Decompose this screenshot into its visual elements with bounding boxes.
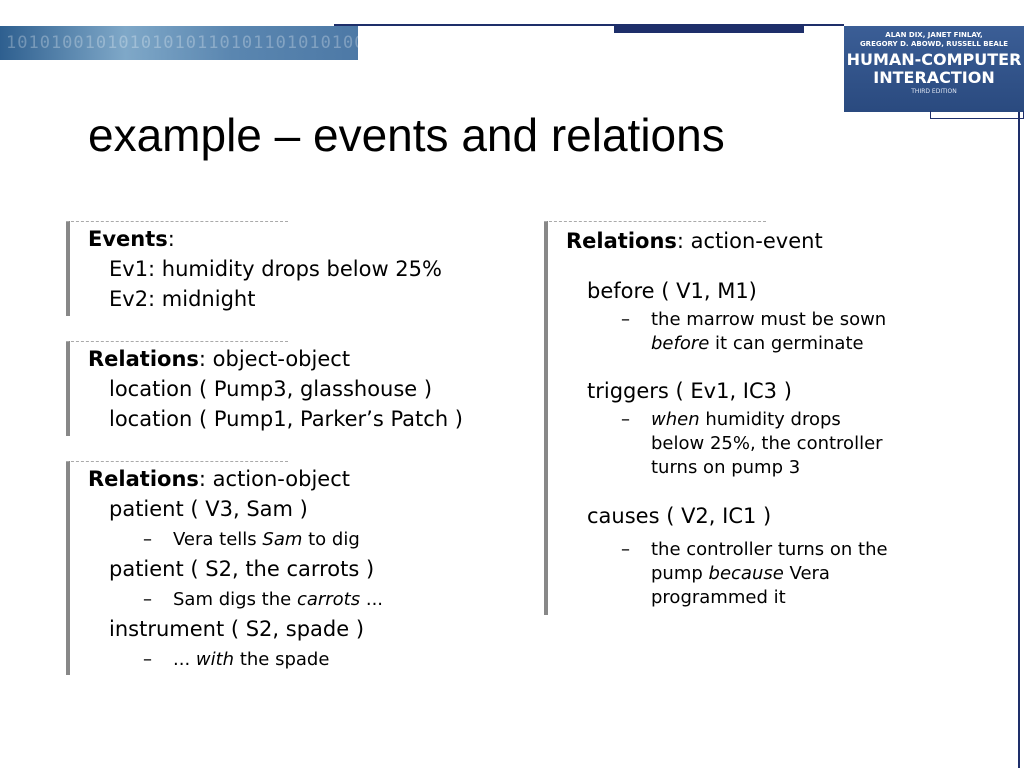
logo-underline — [930, 111, 1024, 119]
relation-note: programmed it — [651, 587, 786, 608]
right-edge-rule — [1018, 112, 1020, 768]
block-dash — [66, 221, 288, 222]
slide-title: example – events and relations — [88, 109, 725, 161]
relation-note: when humidity drops — [651, 409, 841, 430]
relation-item: triggers ( Ev1, IC3 ) — [587, 379, 792, 403]
block-dash — [544, 221, 766, 222]
relation-note: turns on pump 3 — [651, 457, 801, 478]
book-authors-line-2: GREGORY D. ABOWD, RUSSELL BEALE — [859, 40, 1009, 48]
relation-note-dash: – — [143, 649, 152, 670]
relation-note-dash: – — [143, 529, 152, 550]
banner-digits: 10101001010101010110101101010100101 — [6, 33, 400, 53]
action-object-heading: Relations: action-object — [88, 467, 350, 491]
events-heading: Events: — [88, 227, 175, 251]
relation-item: location ( Pump3, glasshouse ) — [109, 377, 433, 401]
relation-note-dash: – — [621, 309, 630, 330]
object-relations-block — [66, 341, 506, 436]
relation-item: instrument ( S2, spade ) — [109, 617, 365, 641]
block-bar — [544, 221, 548, 615]
block-bar — [66, 461, 70, 675]
book-cover-logo — [844, 26, 1024, 112]
relation-note: before it can germinate — [651, 333, 864, 354]
book-title-line-1: HUMAN-COMPUTER — [846, 50, 1022, 69]
relation-item: causes ( V2, IC1 ) — [587, 504, 772, 528]
event-item: Ev2: midnight — [109, 287, 256, 311]
relation-note-dash: – — [621, 539, 630, 560]
relation-item: before ( V1, M1) — [587, 279, 757, 303]
action-event-heading: Relations: action-event — [566, 229, 823, 253]
relation-note: the controller turns on the — [651, 539, 888, 560]
relation-item: location ( Pump1, Parker’s Patch ) — [109, 407, 463, 431]
relation-note: pump because Vera — [651, 563, 830, 584]
relation-note: ... with the spade — [173, 649, 330, 670]
action-event-block — [544, 221, 944, 615]
book-title-line-2: INTERACTION — [873, 68, 995, 87]
event-item: Ev1: humidity drops below 25% — [109, 257, 442, 281]
events-block — [66, 221, 496, 316]
book-edition: THIRD EDITION — [911, 88, 957, 95]
block-bar — [66, 221, 70, 316]
relation-item: patient ( V3, Sam ) — [109, 497, 308, 521]
relation-note: Sam digs the carrots ... — [173, 589, 384, 610]
object-relations-heading: Relations: object-object — [88, 347, 351, 371]
relation-note-dash: – — [621, 409, 630, 430]
book-authors-line-1: ALAN DIX, JANET FINLAY, — [885, 31, 983, 39]
relation-note: below 25%, the controller — [651, 433, 883, 454]
header-bar — [614, 26, 804, 33]
relation-note-dash: – — [143, 589, 152, 610]
relation-item: patient ( S2, the carrots ) — [109, 557, 375, 581]
block-dash — [66, 461, 288, 462]
relation-note: the marrow must be sown — [651, 309, 887, 330]
action-object-block — [66, 461, 506, 675]
block-dash — [66, 341, 288, 342]
binary-banner — [0, 26, 400, 60]
relation-note: Vera tells Sam to dig — [173, 529, 360, 550]
block-bar — [66, 341, 70, 436]
